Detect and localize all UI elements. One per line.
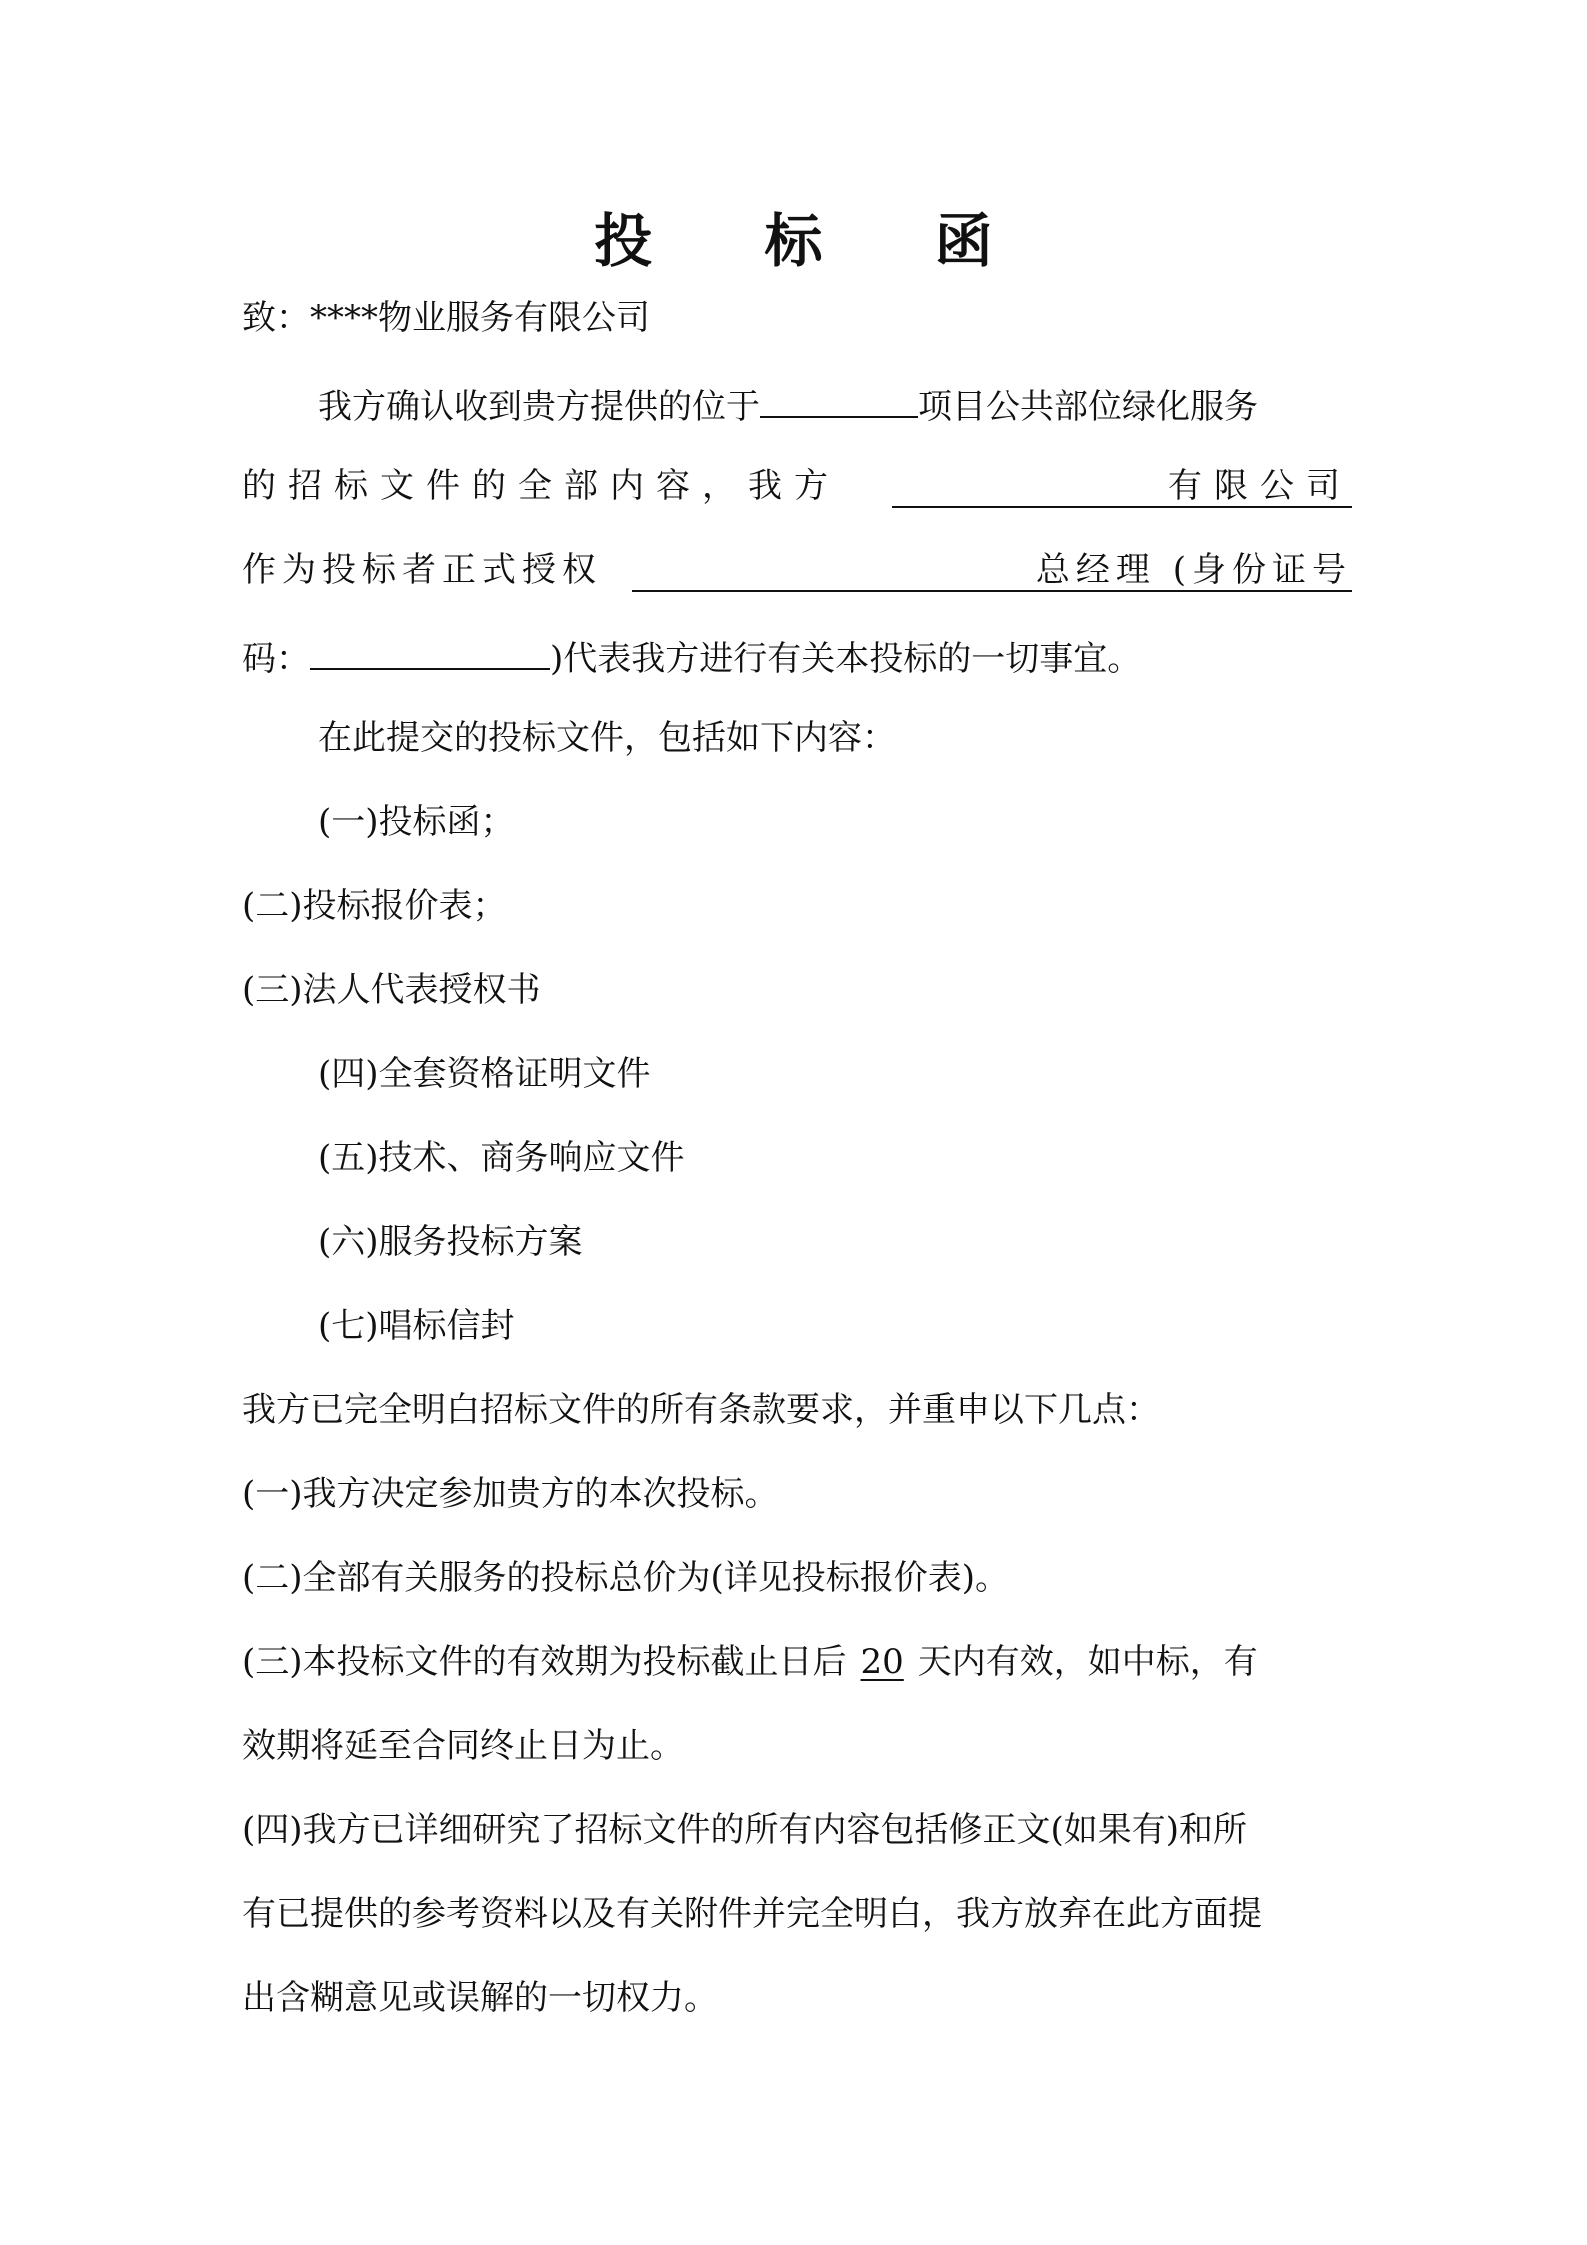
contents-item-7: (七)唱标信封 — [318, 1306, 515, 1346]
para1-line3-prefix: 作为投标者正式授权 — [242, 550, 602, 590]
contents-item-1: (一)投标函； — [318, 802, 515, 842]
company-blank — [892, 466, 1352, 508]
para1-line4-suffix: )代表我方进行有关本投标的一切事宜。 — [550, 639, 1142, 679]
declaration-1: (一)我方决定参加贵方的本次投标。 — [242, 1474, 779, 1514]
para1-line2-prefix: 的招标文件的全部内容，我方 — [242, 466, 840, 506]
para1-line4 — [242, 634, 1352, 679]
declaration-3-text — [242, 1642, 1258, 1682]
validity-days: 20 — [860, 1642, 904, 1682]
id-number-blank — [310, 634, 550, 670]
contents-item-3: (三)法人代表授权书 — [242, 970, 541, 1010]
authorized-person-blank — [632, 550, 1352, 592]
declaration-3-line1 — [242, 1642, 1352, 1682]
para1-line1 — [318, 382, 1352, 427]
authorized-person-suffix: 总经理 (身份证号 — [1035, 550, 1352, 590]
contents-item-5: (五)技术、商务响应文件 — [318, 1138, 685, 1178]
document-title — [0, 206, 1587, 276]
contents-item-2: (二)投标报价表； — [242, 886, 507, 926]
contents-item-4: (四)全套资格证明文件 — [318, 1054, 651, 1094]
declaration-3-suffix: 天内有效，如中标，有 — [917, 1642, 1258, 1682]
location-blank — [760, 382, 918, 418]
declaration-3-prefix: (三)本投标文件的有效期为投标截止日后 — [242, 1642, 847, 1682]
declaration-2: (二)全部有关服务的投标总价为(详见投标报价表)。 — [242, 1558, 1010, 1598]
company-suffix: 有限公司 — [1168, 466, 1352, 506]
declaration-4-line3: 出含糊意见或误解的一切权力。 — [242, 1978, 718, 2018]
para1-line2 — [242, 466, 1352, 508]
para1-line1-suffix: 项目公共部位绿化服务 — [918, 387, 1258, 427]
submit-intro: 在此提交的投标文件，包括如下内容： — [318, 718, 896, 758]
salutation: 致：****物业服务有限公司 — [242, 298, 650, 338]
declaration-intro: 我方已完全明白招标文件的所有条款要求，并重申以下几点： — [242, 1390, 1160, 1430]
declaration-3-line2: 效期将延至合同终止日为止。 — [242, 1726, 684, 1766]
contents-item-6: (六)服务投标方案 — [318, 1222, 583, 1262]
title-text: 投 标 函 — [594, 207, 1039, 275]
para1-line4-prefix: 码： — [242, 639, 310, 679]
declaration-4-line1: (四)我方已详细研究了招标文件的所有内容包括修正文(如果有)和所 — [242, 1810, 1248, 1850]
para1-line1-prefix: 我方确认收到贵方提供的位于 — [318, 387, 760, 427]
declaration-4-line2: 有已提供的参考资料以及有关附件并完全明白，我方放弃在此方面提 — [242, 1894, 1262, 1934]
para1-line3 — [242, 550, 1352, 592]
